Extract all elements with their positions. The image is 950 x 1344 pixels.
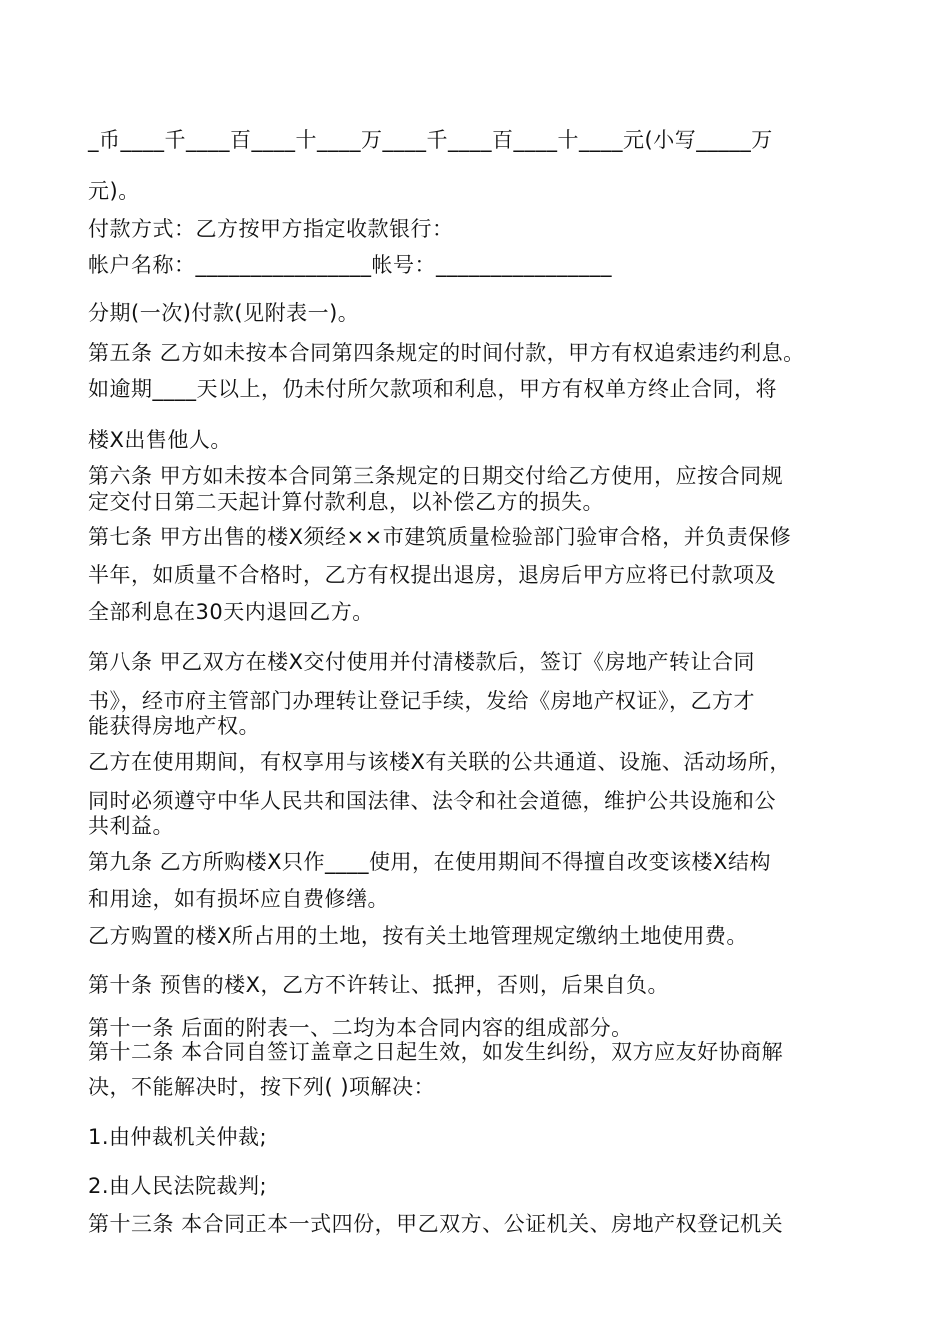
text-line: 分期(一次)付款(见附表一)。: [88, 301, 360, 325]
text-line: 共利益。: [88, 814, 174, 838]
text-line: 全部利息在30天内退回乙方。: [88, 600, 374, 624]
text-line: 帐户名称：________________帐号：________________: [88, 253, 612, 277]
text-line: 楼X出售他人。: [88, 428, 232, 452]
text-line: 第六条 甲方如未按本合同第三条规定的日期交付给乙方使用，应按合同规: [88, 464, 784, 488]
text-line: 半年，如质量不合格时，乙方有权提出退房，退房后甲方应将已付款项及: [88, 563, 776, 587]
text-line: 同时必须遵守中华人民共和国法律、法令和社会道德，维护公共设施和公: [88, 789, 776, 813]
text-line: 1.由仲裁机关仲裁;: [88, 1125, 268, 1149]
text-line: 第五条 乙方如未按本合同第四条规定的时间付款，甲方有权追索违约利息。: [88, 341, 805, 365]
text-line: 2.由人民法院裁判;: [88, 1174, 268, 1198]
text-line: 付款方式：乙方按甲方指定收款银行：: [88, 217, 454, 241]
text-line: 乙方购置的楼X所占用的土地，按有关土地管理规定缴纳土地使用费。: [88, 924, 748, 948]
text-line: 决，不能解决时，按下列( )项解决：: [88, 1075, 436, 1099]
text-line: 第九条 乙方所购楼X只作____使用，在使用期间不得擅自改变该楼X结构: [88, 850, 771, 874]
text-line: 乙方在使用期间，有权享用与该楼X有关联的公共通道、设施、活动场所，: [88, 750, 791, 774]
text-line: 第八条 甲乙双方在楼X交付使用并付清楼款后，签订《房地产转让合同: [88, 650, 756, 674]
text-line: _币____千____百____十____万____千____百____十____元(小写_____万: [88, 128, 773, 152]
text-line: 第十二条 本合同自签订盖章之日起生效，如发生纠纷，双方应友好协商解: [88, 1040, 784, 1064]
text-line: 元)。: [88, 179, 140, 203]
text-line: 能获得房地产权。: [88, 714, 260, 738]
text-line: 定交付日第二天起计算付款利息，以补偿乙方的损失。: [88, 490, 604, 514]
text-line: 第十一条 后面的附表一、二均为本合同内容的组成部分。: [88, 1016, 633, 1040]
text-line: 第十三条 本合同正本一式四份，甲乙双方、公证机关、房地产权登记机关: [88, 1212, 784, 1236]
text-line: 第十条 预售的楼X，乙方不许转让、抵押，否则，后果自负。: [88, 973, 670, 997]
text-line: 第七条 甲方出售的楼X须经××市建筑质量检验部门验审合格，并负责保修: [88, 525, 792, 549]
text-line: 和用途，如有损坏应自费修缮。: [88, 887, 389, 911]
text-line: 书》，经市府主管部门办理转让登记手续，发给《房地产权证》，乙方才: [88, 689, 755, 713]
text-line: 如逾期____天以上，仍未付所欠款项和利息，甲方有权单方终止合同，将: [88, 377, 777, 401]
